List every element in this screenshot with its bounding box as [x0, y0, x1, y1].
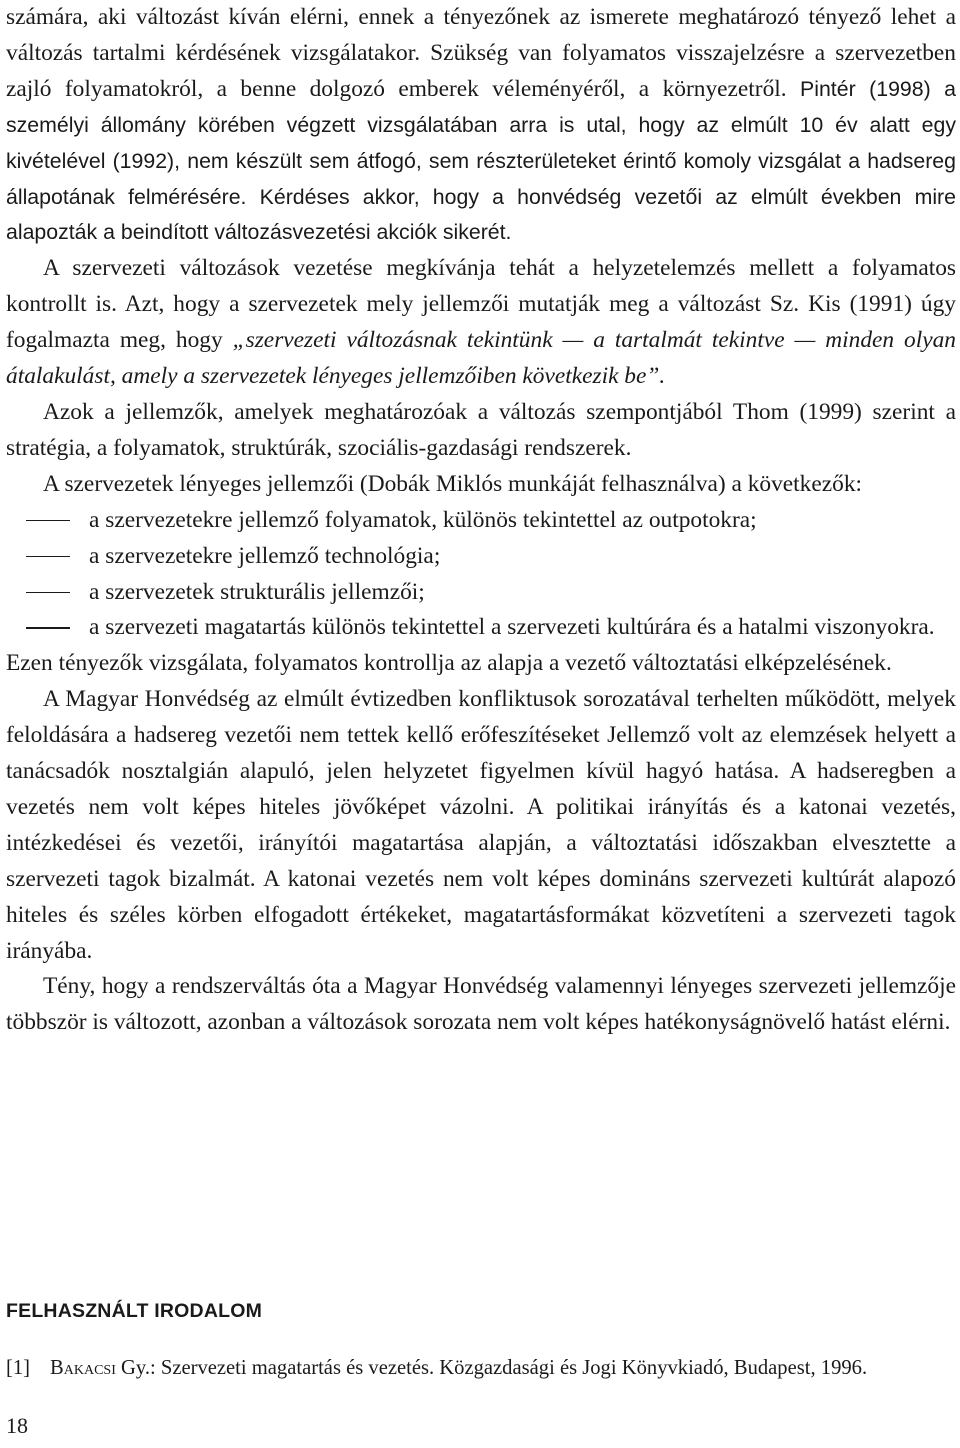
page-number: 18: [6, 1413, 28, 1438]
paragraph-1-part-a: számára, aki változást kíván elérni, ennek a tényezőnek az ismerete meghatározó tényező lehet a változás tartalmi kérdésének vizsgálatakor. Szükség van folyamatos visszajelzésre a szervezetben zajló folyamatokról, a benne dolgozó emberek véleményéről, a környezetről.: [6, 4, 956, 102]
paragraph-4: A szervezetek lényeges jellemzői (Dobák Miklós munkáját felhasználva) a következők:: [43, 470, 863, 497]
list-item-text: a szervezeti magatartás különös tekintettel a szervezeti kultúrára és a hatalmi viszonyokra.: [89, 614, 935, 641]
list-item: [6, 539, 956, 575]
paragraph-2-quote: „szervezeti változásnak tekintünk — a tartalmát tekintve — minden olyan átalakulást, amely a szervezetek lényeges jellemzőiben következik be”.: [6, 327, 956, 390]
paragraph-7: Tény, hogy a rendszerváltás óta a Magyar Honvédség valamennyi lényeges szervezeti jellemzője többször is változott, azonban a változások sorozata nem volt képes hatékonyságnövelő hatást elérni.: [6, 973, 956, 1036]
list-item-text: a szervezetekre jellemző folyamatok, különös tekintettel az outpotokra;: [89, 506, 757, 533]
reference-number: [1]: [6, 1357, 31, 1379]
dash-bullet-icon: [26, 520, 70, 522]
reference-item: [6, 1353, 956, 1384]
references-heading: FELHASZNÁLT IRODALOM: [6, 1300, 263, 1322]
dash-bullet-icon: [26, 627, 70, 629]
body-text: [6, 0, 956, 1041]
list-item: [6, 575, 956, 611]
characteristics-list: [6, 503, 956, 647]
paragraph-3: Azok a jellemzők, amelyek meghatározóak a változás szempontjából Thom (1999) szerint a stratégia, a folyamatok, struktúrák, szociális-gazdasági rendszerek.: [6, 398, 956, 461]
reference-body: [6, 1353, 956, 1384]
paragraph-6: A Magyar Honvédség az elmúlt évtizedben konfliktusok sorozatával terhelten működött, melyek feloldására a hadsereg vezetői nem tettek kellő erőfeszítéseket Jellemző volt az elemzések helyett a tanácsadók nosztalgián alapuló, jelen helyzetet figyelmen kívül hagyó hatása. A hadseregben a vezetés nem volt képes hiteles jövőképet vázolni. A politikai irányítás és a katonai vezetés, intézkedései és vezetői, irányítói magatartása alapján, a változtatási időszakban elvesztette a szervezeti tagok bizalmát. A katonai vezetés nem volt képes domináns szervezeti kultúrát alapozó hiteles és széles körben elfogadott értékeket, magatartásformákat közvetíteni a szervezeti tagok irányába.: [6, 686, 956, 964]
dash-bullet-icon: [26, 556, 70, 558]
list-item: [6, 503, 956, 539]
reference-author-initials: Gy.:: [115, 1357, 161, 1379]
document-page: [6, 0, 956, 1448]
paragraph-1: [6, 0, 956, 251]
list-item-text: a szervezetekre jellemző technológia;: [89, 542, 441, 569]
paragraph-1-part-b: Pintér (1998) a személyi állomány körében végzett vizsgálatában arra is utal, hogy az elmúlt 10 év alatt egy kivételével (1992), nem készült sem átfogó, sem részterületeket érintő komoly vizsgálat a hadsereg állapotának felmérésére. Kérdéses akkor, hogy a honvédség vezetői az elmúlt években mire alapozták a beindított változásvezetési akciók sikerét.: [6, 76, 956, 245]
paragraph-2-part-a: A szervezeti változások vezetése megkívánja tehát a helyzetelemzés mellett a folyamatos kontrollt is. Azt, hogy a szervezetek mely jellemzői mutatják meg a változást Sz. Kis (1991) úgy fogalmazta meg, hogy: [6, 255, 956, 354]
dash-bullet-icon: [26, 592, 70, 594]
reference-author: Bakacsi: [50, 1357, 116, 1379]
reference-title: Szervezeti magatartás és vezetés. Közgazdasági és Jogi Könyvkiadó, Budapest, 1996.: [160, 1357, 868, 1379]
list-item-text: a szervezetek strukturális jellemzői;: [89, 578, 425, 605]
paragraph-5: Ezen tényezők vizsgálata, folyamatos kontrollja az alapja a vezető változtatási elképzelésének.: [6, 650, 892, 677]
list-item: [6, 610, 956, 646]
paragraph-2: [6, 251, 956, 395]
